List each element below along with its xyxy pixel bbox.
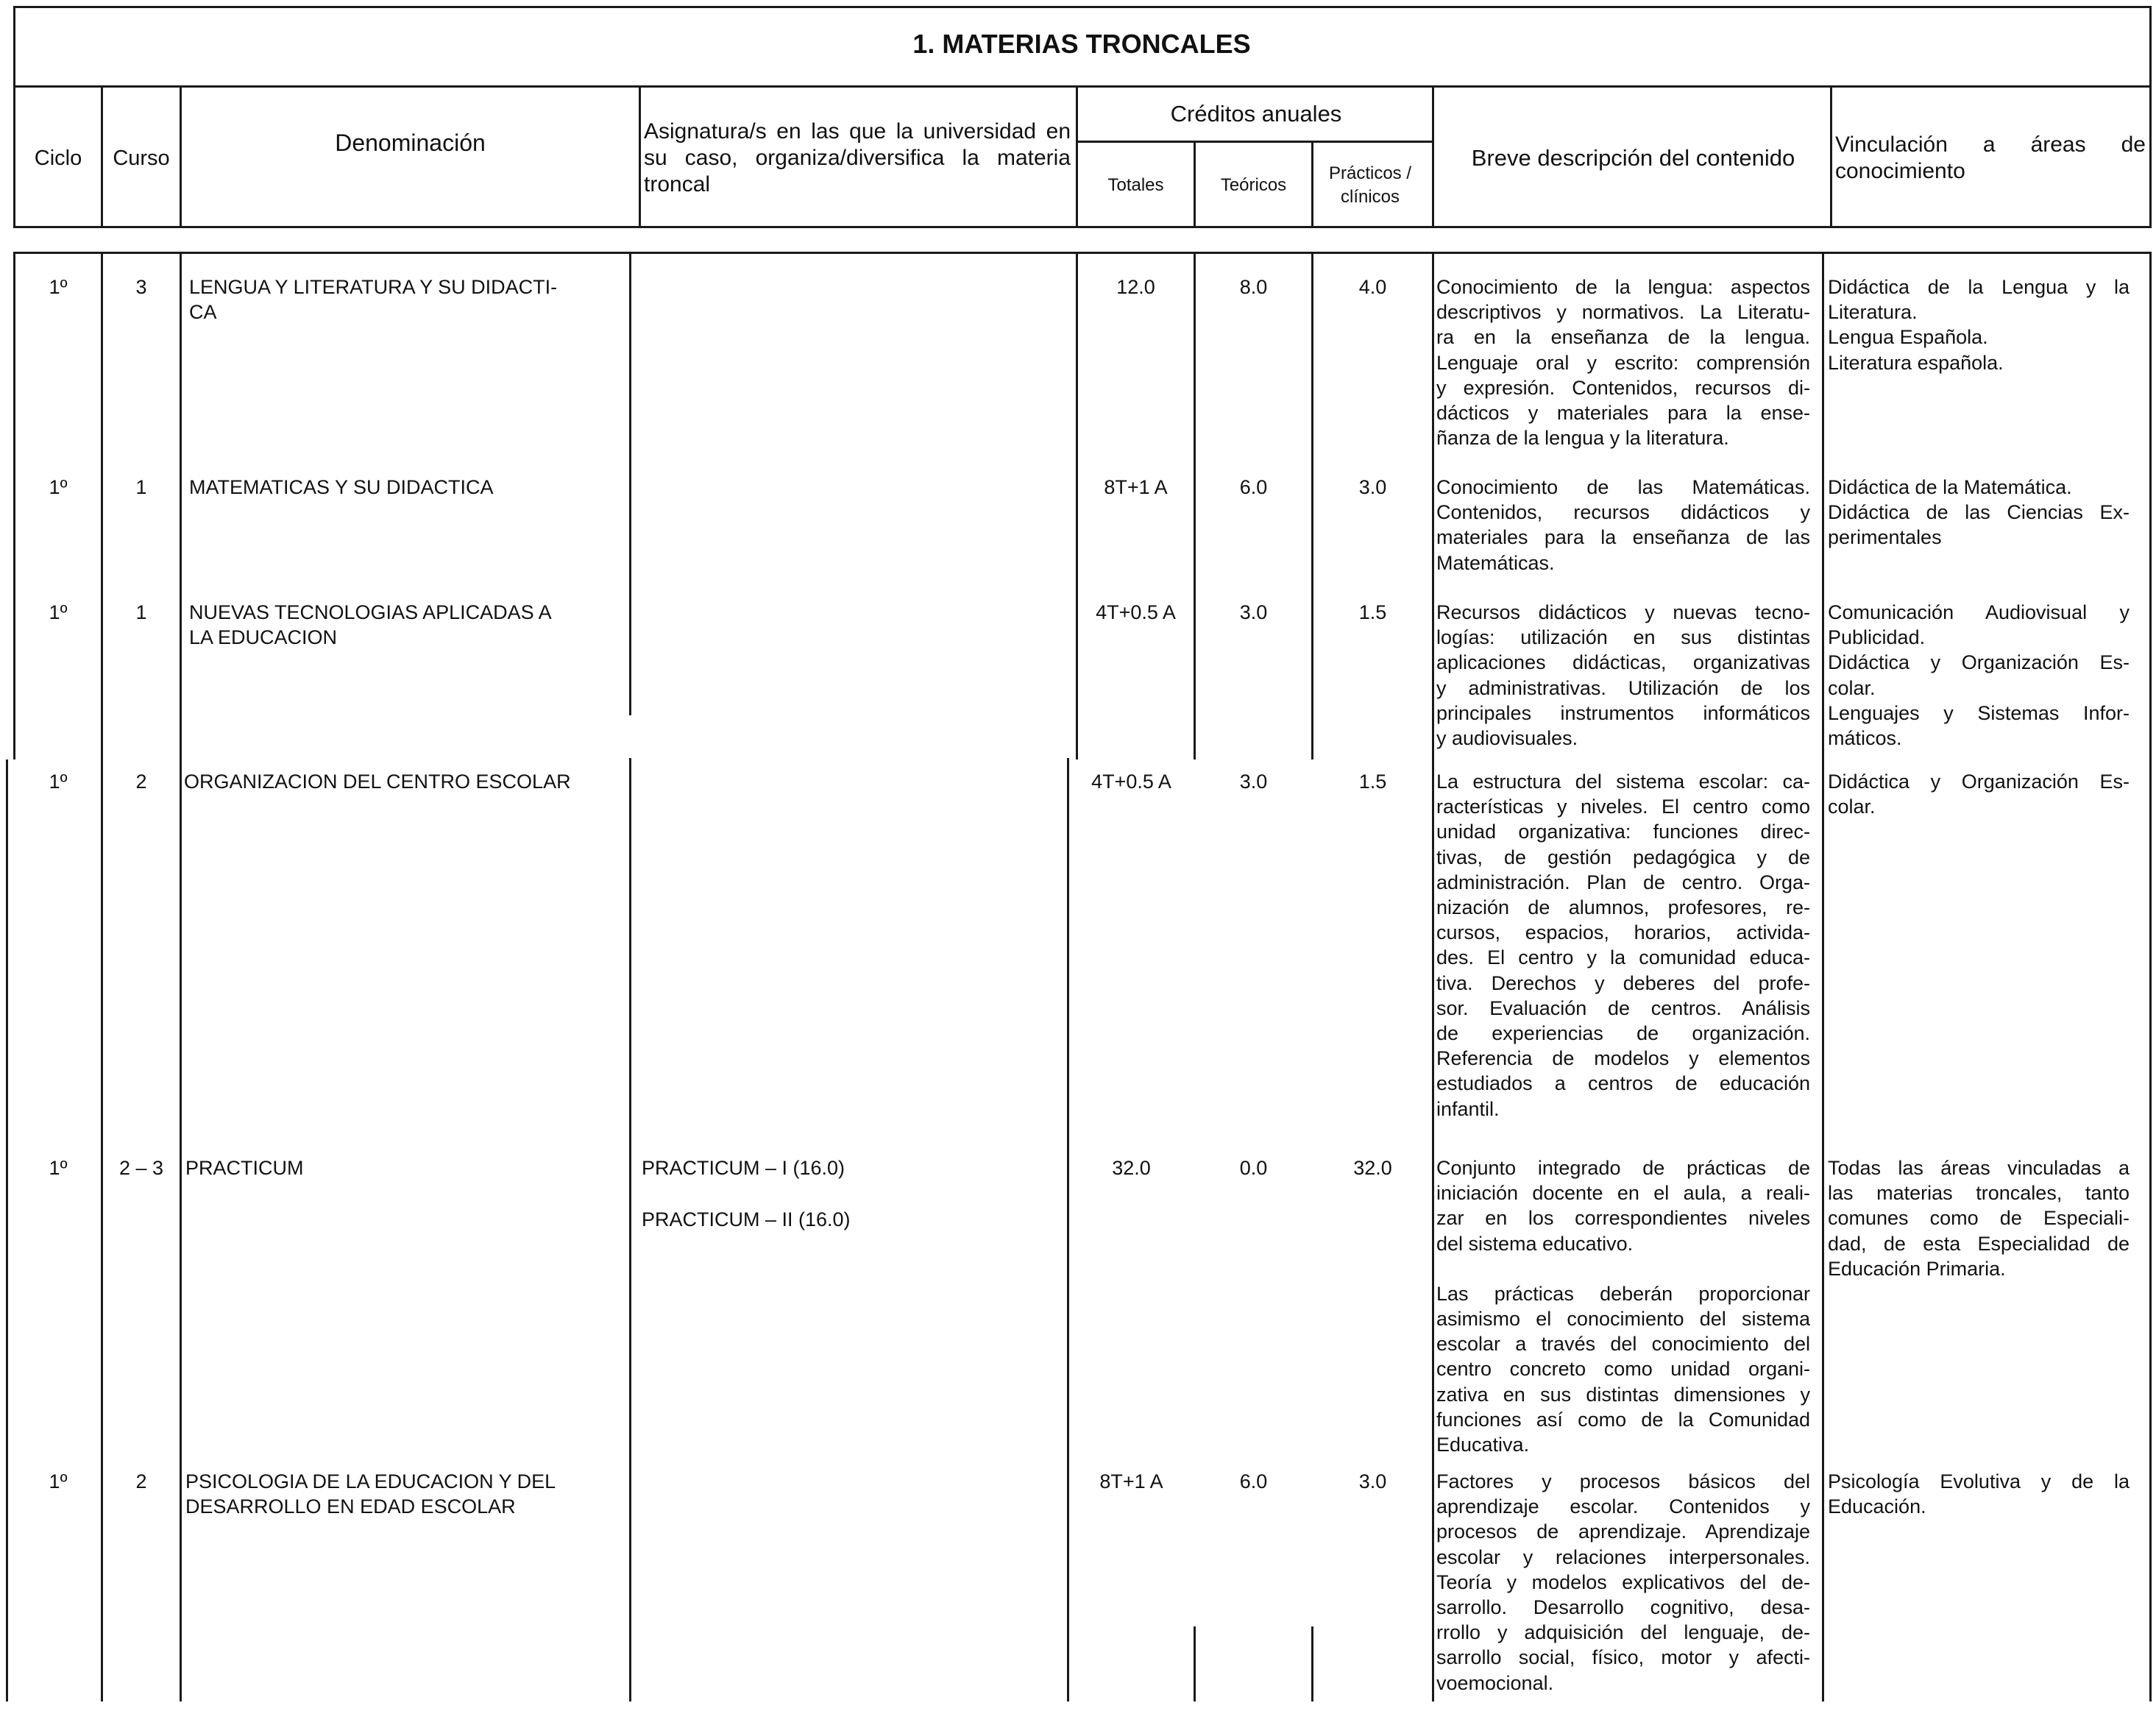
body-divider <box>1067 758 1069 1701</box>
descripcion-line: Contenidos, recursos didácticos y <box>1436 501 1810 524</box>
descripcion-paragraph <box>1436 1155 1810 1256</box>
body-right-border <box>2149 252 2152 1701</box>
header-ciclo: Ciclo <box>34 146 82 170</box>
denominacion-line: MATEMATICAS Y SU DIDACTICA <box>189 476 494 498</box>
descripcion-line: Teoría y modelos explicativos del de- <box>1436 1570 1810 1593</box>
descripcion-line: Conocimiento de las Matemáticas. <box>1436 476 1810 498</box>
body-divider <box>1076 252 1078 759</box>
row-6-ciclo: 1º <box>49 1470 68 1492</box>
descripcion-line: Recursos didácticos y nuevas tecno- <box>1436 601 1810 623</box>
row-4-ciclo: 1º <box>49 771 68 793</box>
row-4-curso: 2 <box>135 771 147 793</box>
body-divider <box>629 758 631 1701</box>
descripcion-line: administración. Plan de centro. Orga- <box>1436 871 1810 893</box>
row-6-vinculacion <box>1828 1469 2130 1519</box>
descripcion-line: sor. Evaluación de centros. Análisis <box>1436 996 1810 1019</box>
body-divider <box>629 252 631 715</box>
descripcion-line: asimismo el conocimiento del sistema <box>1436 1308 1810 1331</box>
row-3-ciclo: 1º <box>49 601 68 623</box>
row-2-curso: 1 <box>135 476 147 498</box>
body-divider <box>1822 252 1824 1701</box>
row-4-denominacion <box>184 769 625 794</box>
body-divider <box>180 252 182 1701</box>
row-2-totales: 8T+1 A <box>1104 476 1168 498</box>
descripcion-paragraph <box>1436 1469 1810 1696</box>
vinculacion-line: Didáctica de las Ciencias Ex- <box>1828 501 2130 524</box>
descripcion-paragraph <box>1436 275 1810 450</box>
descripcion-line: y expresión. Contenidos, recursos di- <box>1436 376 1810 399</box>
asignatura-item: PRACTICUM – I (16.0) <box>642 1157 845 1179</box>
asignatura-item: PRACTICUM – II (16.0) <box>642 1208 851 1231</box>
descripcion-line: y audiovisuales. <box>1436 727 1578 750</box>
row-5-descripcion <box>1436 1155 1810 1457</box>
descripcion-line: voemocional. <box>1436 1671 1554 1694</box>
descripcion-line: funciones así como de la Comunidad <box>1436 1408 1810 1431</box>
vinculacion-line: colar. <box>1828 796 1876 818</box>
body-left-border <box>13 252 15 759</box>
denominacion-line: PSICOLOGIA DE LA EDUCACION Y DEL <box>185 1470 556 1492</box>
vinculacion-line: Educación Primaria. <box>1828 1257 2006 1280</box>
row-2-ciclo: 1º <box>49 476 68 498</box>
descripcion-line: cursos, espacios, horarios, activida- <box>1436 921 1810 944</box>
row-5-curso: 2 – 3 <box>118 1157 164 1179</box>
denominacion-line: LA EDUCACION <box>189 626 338 649</box>
vinculacion-line: Literatura española. <box>1828 351 2004 374</box>
vinculacion-line: Publicidad. <box>1828 626 1926 649</box>
row-2-vinculacion <box>1828 475 2130 550</box>
header-practicos: Prácticos / clínicos <box>1328 163 1412 207</box>
descripcion-line: descriptivos y normativos. La Literatu- <box>1436 301 1810 324</box>
descripcion-line: iniciación docente en el aula, a reali- <box>1436 1182 1810 1205</box>
row-1-practicos: 4.0 <box>1358 276 1387 298</box>
row-3-totales: 4T+0.5 A <box>1096 601 1176 623</box>
row-5-teoricos: 0.0 <box>1239 1157 1268 1179</box>
vinculacion-line: Didáctica de la Lengua y la <box>1828 276 2130 298</box>
descripcion-line: de experiencias de organización. <box>1436 1022 1810 1045</box>
vinculacion-line: Todas las áreas vinculadas a <box>1828 1157 2130 1179</box>
descripcion-line: Matemáticas. <box>1436 551 1555 574</box>
row-3-curso: 1 <box>135 601 147 623</box>
row-1-ciclo: 1º <box>49 276 68 298</box>
descripcion-line: tiva. Derechos y deberes del profe- <box>1436 971 1810 994</box>
descripcion-line: dácticos y materiales para la ense- <box>1436 402 1810 425</box>
descripcion-line: sarrollo social, físico, motor y afecti- <box>1436 1646 1810 1669</box>
descripcion-paragraph <box>1436 769 1810 1122</box>
descripcion-line: escolar a través del conocimiento del <box>1436 1333 1810 1356</box>
descripcion-line: Referencia de modelos y elementos <box>1436 1047 1810 1070</box>
header-descripcion: Breve descripción del contenido <box>1471 144 1795 171</box>
descripcion-line: racterísticas y niveles. El centro como <box>1436 796 1810 818</box>
descripcion-line: zativa en sus distintas dimensiones y <box>1436 1383 1810 1406</box>
row-4-totales: 4T+0.5 A <box>1091 771 1171 793</box>
row-3-denominacion <box>189 600 623 650</box>
descripcion-line: ra en la enseñanza de la lengua. <box>1436 326 1810 349</box>
row-3-vinculacion <box>1828 600 2130 751</box>
descripcion-line: estudiados a centros de educación <box>1436 1072 1810 1095</box>
header-vinculacion: Vinculación a áreas de conocimiento <box>1835 132 2146 183</box>
row-2-teoricos: 6.0 <box>1239 476 1268 498</box>
vinculacion-line: Didáctica de la Matemática. <box>1828 476 2072 498</box>
row-5-totales: 32.0 <box>1112 1157 1151 1179</box>
row-3-practicos: 1.5 <box>1358 601 1387 623</box>
descripcion-line: La estructura del sistema escolar: ca- <box>1436 771 1810 793</box>
row-5-ciclo: 1º <box>49 1157 68 1179</box>
vinculacion-line: Psicología Evolutiva y de la <box>1828 1470 2130 1492</box>
vinculacion-line: Didáctica y Organización Es- <box>1828 651 2130 674</box>
row-2-descripcion <box>1436 475 1810 576</box>
descripcion-line: sarrollo. Desarrollo cognitivo, desa- <box>1436 1596 1810 1619</box>
vinculacion-line: Lengua Española. <box>1828 326 1988 349</box>
vinculacion-line: Educación. <box>1828 1495 1926 1518</box>
descripcion-line: del sistema educativo. <box>1436 1232 1634 1255</box>
descripcion-line: rrollo y adquisición del lenguaje, de- <box>1436 1621 1810 1644</box>
vinculacion-line: Didáctica y Organización Es- <box>1828 771 2130 793</box>
vinculacion-line: comunes como de Especiali- <box>1828 1207 2130 1230</box>
row-1-denominacion <box>189 275 623 325</box>
descripcion-line: Las prácticas deberán proporcionar <box>1436 1282 1810 1305</box>
descripcion-line: logías: utilización en sus distintas <box>1436 626 1810 649</box>
vinculacion-line: las materias troncales, tanto <box>1828 1182 2130 1205</box>
descripcion-line: Educativa. <box>1436 1434 1530 1456</box>
row-1-totales: 12.0 <box>1116 276 1155 298</box>
descripcion-line: Lenguaje oral y escrito: comprensión <box>1436 351 1810 374</box>
body-divider <box>1194 252 1196 759</box>
row-1-descripcion <box>1436 275 1810 450</box>
header-teoricos: Teóricos <box>1220 175 1287 195</box>
row-5-practicos: 32.0 <box>1353 1157 1392 1179</box>
descripcion-line: infantil. <box>1436 1097 1500 1120</box>
header-creditos: Créditos anuales <box>1170 101 1342 127</box>
row-6-descripcion <box>1436 1469 1810 1696</box>
row-6-totales: 8T+1 A <box>1099 1470 1163 1492</box>
row-6-curso: 2 <box>135 1470 147 1492</box>
header-curso: Curso <box>113 146 170 170</box>
descripcion-line: nización de alumnos, profesores, re- <box>1436 896 1810 919</box>
row-4-practicos: 1.5 <box>1358 771 1387 793</box>
body-divider <box>1311 252 1313 759</box>
descripcion-line: y administrativas. Utilización de los <box>1436 676 1810 699</box>
descripcion-line: principales instrumentos informáticos <box>1436 701 1810 724</box>
denominacion-line: PRACTICUM <box>185 1157 304 1179</box>
descripcion-line: ñanza de la lengua y la literatura. <box>1436 427 1729 450</box>
descripcion-line: aprendizaje escolar. Contenidos y <box>1436 1495 1810 1518</box>
row-3-teoricos: 3.0 <box>1239 601 1268 623</box>
header-denominacion: Denominación <box>335 130 486 156</box>
descripcion-line: Factores y procesos básicos del <box>1436 1470 1810 1492</box>
row-6-practicos: 3.0 <box>1358 1470 1387 1492</box>
denominacion-line: LENGUA Y LITERATURA Y SU DIDACTI- <box>189 276 558 298</box>
header-divider <box>1830 85 1832 228</box>
descripcion-line: procesos de aprendizaje. Aprendizaje <box>1436 1520 1810 1543</box>
row-1-vinculacion <box>1828 275 2130 375</box>
vinculacion-line: perimentales <box>1828 526 1942 549</box>
descripcion-paragraph <box>1436 600 1810 751</box>
header-totales: Totales <box>1107 175 1164 195</box>
row-3-descripcion <box>1436 600 1810 751</box>
row-5-denominacion <box>185 1155 620 1180</box>
descripcion-paragraph <box>1436 475 1810 576</box>
body-top-border <box>13 252 2152 254</box>
row-1-curso: 3 <box>135 276 147 298</box>
descripcion-line: escolar y relaciones interpersonales. <box>1436 1545 1810 1568</box>
vinculacion-line: dad, de esta Especialidad de <box>1828 1232 2130 1255</box>
row-5-asignaturas <box>642 1155 1061 1232</box>
row-2-denominacion <box>189 475 623 500</box>
header-divider <box>639 85 641 228</box>
vinculacion-line: máticos. <box>1828 727 1902 750</box>
descripcion-line: materiales para la enseñanza de las <box>1436 526 1810 549</box>
descripcion-line: zar en los correspondientes niveles <box>1436 1207 1810 1230</box>
vinculacion-line: Lenguajes y Sistemas Infor- <box>1828 701 2130 724</box>
vinculacion-line: colar. <box>1828 676 1876 699</box>
header-asignaturas: Asignatura/s en las que la universidad en su caso, organiza/diversifica la materia troncal <box>644 118 1071 196</box>
body-divider <box>1432 252 1434 1701</box>
descripcion-line: Conjunto integrado de prácticas de <box>1436 1157 1810 1179</box>
denominacion-line: DESARROLLO EN EDAD ESCOLAR <box>185 1495 516 1518</box>
descripcion-line: unidad organizativa: funciones direc- <box>1436 821 1810 843</box>
row-1-teoricos: 8.0 <box>1239 276 1268 298</box>
row-4-teoricos: 3.0 <box>1239 771 1268 793</box>
vinculacion-line: Literatura. <box>1828 301 1918 324</box>
descripcion-line: centro concreto como unidad organi- <box>1436 1358 1810 1381</box>
denominacion-line: ORGANIZACION DEL CENTRO ESCOLAR <box>184 771 571 793</box>
denominacion-line: CA <box>189 301 217 324</box>
descripcion-line: aplicaciones didácticas, organizativas <box>1436 651 1810 674</box>
vinculacion-line: Comunicación Audiovisual y <box>1828 601 2130 623</box>
descripcion-paragraph <box>1436 1281 1810 1457</box>
descripcion-line: Conocimiento de la lengua: aspectos <box>1436 276 1810 298</box>
row-4-descripcion <box>1436 769 1810 1122</box>
row-5-vinculacion <box>1828 1155 2130 1281</box>
body-divider <box>1311 1626 1313 1701</box>
descripcion-line: tivas, de gestión pedagógica y de <box>1436 846 1810 868</box>
row-6-teoricos: 6.0 <box>1239 1470 1268 1492</box>
row-4-vinculacion <box>1828 769 2130 819</box>
body-divider <box>1194 1626 1196 1701</box>
header-divider <box>1311 141 1313 228</box>
descripcion-line: des. El centro y la comunidad educa- <box>1436 946 1810 969</box>
denominacion-line: NUEVAS TECNOLOGIAS APLICADAS A <box>189 601 552 623</box>
row-6-denominacion <box>185 1469 627 1519</box>
row-2-practicos: 3.0 <box>1358 476 1387 498</box>
body-left-border <box>6 759 8 1701</box>
page-title: 1. MATERIAS TRONCALES <box>912 29 1251 59</box>
